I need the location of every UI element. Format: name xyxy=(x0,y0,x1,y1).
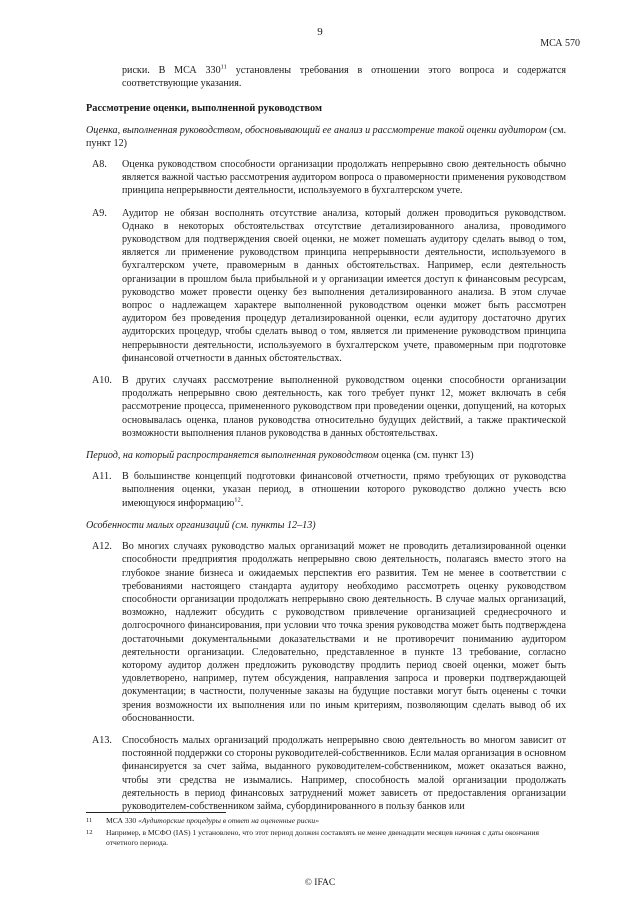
paragraph-number: А12. xyxy=(92,541,112,553)
page-number: 9 xyxy=(317,26,323,38)
paragraph-number: А8. xyxy=(92,159,107,171)
subheading-small-entities: Особенности малых организаций (см. пункты 12–13) xyxy=(86,519,316,531)
section-heading: Рассмотрение оценки, выполненной руководством xyxy=(86,103,322,115)
paragraph-number: А13. xyxy=(92,734,112,746)
paragraph-a13 xyxy=(86,734,566,813)
footnote-text xyxy=(106,828,566,848)
paragraph-number: А10. xyxy=(92,375,112,387)
paragraph-text: Во многих случаях руководство малых организаций может не проводить детализированной оценки способности предприятия продолжать непрерывно свою деятельность, полагаясь вместо этого на глубокое знание бизнеса и ожидаемых перспектив его развития. Тем не менее в соответствии с требованиями настоящего стандарта аудитору необходимо рассмотреть оценку руководством способности организации продолжать непрерывно свою деятельность. В случае малых организаций, возможно, надлежит обсудить с руководством привлечение организацией среднесрочного и долгосрочного финансирования, при условии что точка зрения руководства может быть подтверждена достаточными документальными доказательствами и не противоречит пониманию аудитором деятельности организации. Следовательно, представленное в пункте 13 требование, согласно которому аудитор должен предложить руководству продлить период своей оценки, может быть удовлетворено, например, путем обсуждения, направления запроса и проверки подтверждающей документации; в частности, полученные заказы на будущие поставки могут быть оценены с точки зрения возможности их выполнения или по иным критериям, позволяющим сделать вывод об их обоснованности. xyxy=(122,541,566,724)
footnote-ref-12[interactable]: 12 xyxy=(234,496,241,504)
paragraph-number: А11. xyxy=(92,471,112,483)
paragraph-a11-text-a: В большинстве концепций подготовки финансовой отчетности, прямо требующих от руководства выполнения оценки, указан период, в отношении которого руководство должно учесть всю имеющуюся информацию xyxy=(122,471,566,509)
paragraph-number: А9. xyxy=(92,207,107,219)
copyright-footer: © IFAC xyxy=(304,878,336,888)
footnote-text-a: Например, в МСФО (IAS) 1 установлено, что этот период должен составлять не менее двенадцати месяцев начиная с даты окончания отчетного периода. xyxy=(106,828,539,847)
paragraph-a12 xyxy=(86,540,566,725)
footnote-11 xyxy=(86,816,566,826)
footnote-text-a: МСА 330 xyxy=(106,816,139,825)
paragraph-a8 xyxy=(86,158,566,198)
footnote-divider xyxy=(86,812,226,813)
footnote-12 xyxy=(86,828,566,848)
paragraph-text: Способность малых организаций продолжать непрерывно свою деятельность во многом зависит от постоянной поддержки со стороны руководителей-собственников. Если малая организация в основном финансируется за счет займа, выданного руководителем-собственником, может оказаться важно, чтобы эти средства не изымались. Например, способность малой организации продолжать деятельность в период финансовых затруднений может зависеть от предоставления организации руководителем-собственником займа, субординированного в пользу банков или xyxy=(122,734,566,812)
subheading-assessment xyxy=(86,124,566,150)
subheading-assessment-ref: (см. пункт 12) xyxy=(86,124,566,149)
footnote-text-italic: «Аудиторские процедуры в ответ на оцененные риски» xyxy=(138,816,320,825)
paragraph-a9 xyxy=(86,207,566,365)
main-content xyxy=(86,64,566,822)
subheading-period xyxy=(86,449,566,462)
paragraph-a11-text-b: . xyxy=(240,497,244,509)
subheading-assessment-italic: Оценка, выполненная руководством, обосновывающий ее анализ и рассмотрение такой оценки аудитором xyxy=(86,124,547,136)
footnote-number: 12 xyxy=(86,829,93,836)
document-code: МСА 570 xyxy=(540,38,580,49)
paragraph-a11 xyxy=(86,470,566,510)
paragraph-a10 xyxy=(86,374,566,440)
intro-text-b: установлены требования в отношении этого вопроса и содержатся соответствующие указания. xyxy=(122,65,566,90)
subheading-period-italic: Период, на который распространяется выполненная руководством xyxy=(86,450,379,462)
footnote-text xyxy=(106,816,566,826)
paragraph-text: Аудитор не обязан восполнять отсутствие анализа, который должен проводиться руководством. Однако в некоторых обстоятельствах отсутствие детализированного анализа, проводимого руководством для подтверждения своей оценки, не может помешать аудитору сделать вывод о том, является ли применение руководством принципа непрерывности деятельности, используемого в бухгалтерском учете, правомерным в данных обстоятельствах. Например, если деятельность организации в прошлом была прибыльной и у организации имеется доступ к финансовым ресурсам, руководство может провести оценку без выполнения детализированного анализа. В этом случае вопрос о надлежащем характере выполненной руководством оценки может быть рассмотрен аудитором без проведения процедур детализированной оценки, если аудитору достаточно других аудиторских процедур, чтобы сделать вывод о том, является ли применение руководством принципа непрерывности деятельности, используемого в бухгалтерском учете, правомерным при подготовке финансовой отчетности в данных обстоятельствах. xyxy=(122,207,566,364)
paragraph-text: Оценка руководством способности организации продолжать непрерывно свою деятельность обычно является важной частью рассмотрения аудитором вопроса о правомерности применения руководством принципа непрерывности деятельности, используемого в бухгалтерском учете. xyxy=(122,159,566,197)
footnote-ref-11[interactable]: 11 xyxy=(220,63,227,71)
footnotes xyxy=(86,816,566,850)
paragraph-text: В других случаях рассмотрение выполненной руководством оценки способности организации продолжать непрерывно свою деятельность, как того требует пункт 12, может включать в себя рассмотрение процесса, примененного руководством при проведении оценки, допущений, на которых основывалась оценка, планов руководства относительно будущих действий, а также практической возможности выполнения планов руководства в данных обстоятельствах. xyxy=(122,375,566,439)
intro-text-a: риски. В МСА 330 xyxy=(122,65,221,76)
intro-paragraph xyxy=(86,64,566,90)
subheading-period-ref: оценка (см. пункт 13) xyxy=(378,450,474,462)
paragraph-text xyxy=(122,470,566,510)
footnote-number: 11 xyxy=(86,817,93,824)
